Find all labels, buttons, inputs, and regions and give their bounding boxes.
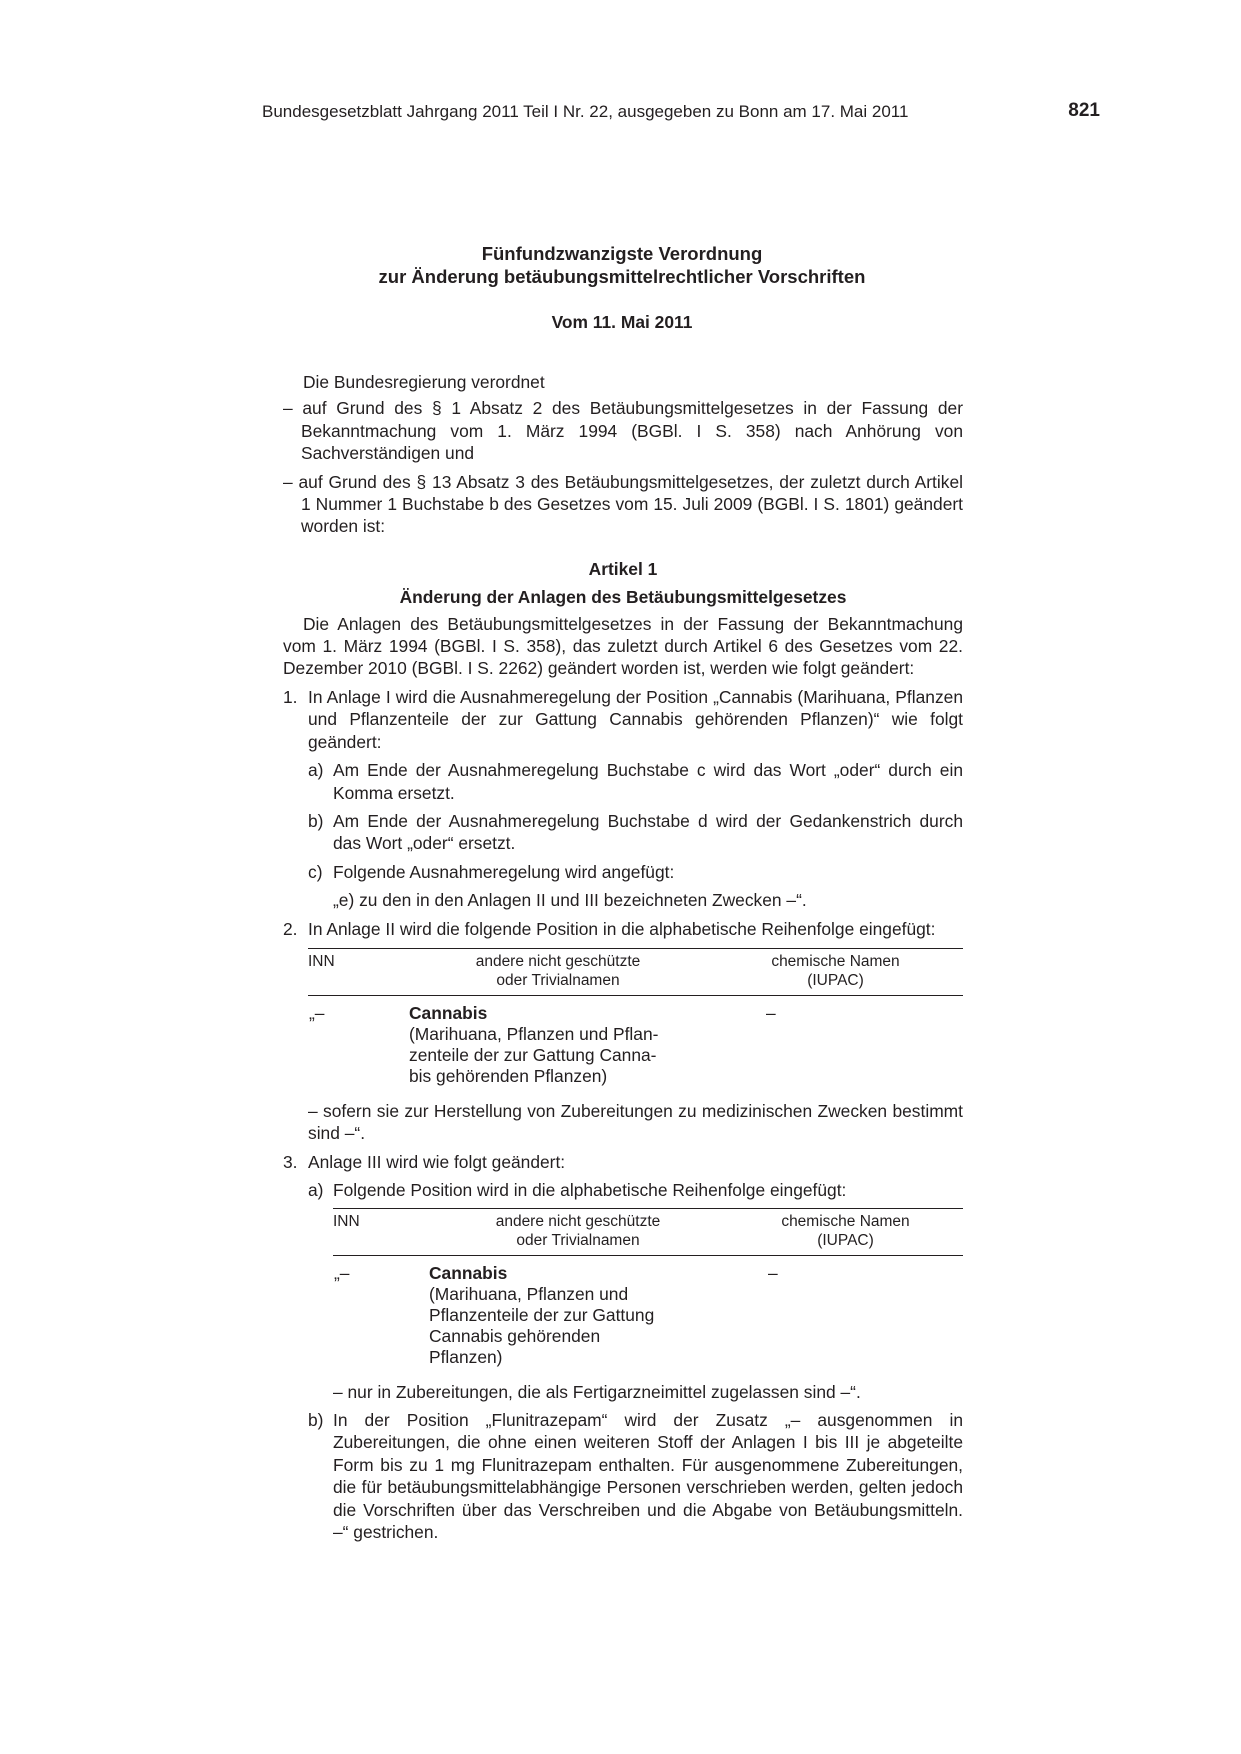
- preamble-item-2: – auf Grund des § 13 Absatz 3 des Betäubungsmittelgesetzes, der zuletzt durch Artikel 1 Nummer 1 Buchstabe b des Gesetzes vom 15. Juli 2009 (BGBl. I S. 1801) geändert worden ist:: [283, 471, 963, 537]
- sub-label: c): [308, 861, 323, 882]
- title-line-1: Fünfundzwanzigste Verordnung: [481, 243, 763, 264]
- col-header-inn: INN: [308, 952, 335, 970]
- amendment-item-1: [283, 686, 963, 753]
- preamble-item-1: – auf Grund des § 1 Absatz 2 des Betäubungsmittelgesetzes in der Fassung der Bekanntmachung vom 1. März 1994 (BGBl. I S. 358) nach Anhörung von Sachverständigen und: [283, 398, 963, 464]
- cell-inn: „–: [309, 1002, 325, 1023]
- item-1-sub-b: [283, 810, 963, 855]
- col-header-inn: INN: [333, 1212, 360, 1230]
- amendment-item-3: [283, 1151, 963, 1173]
- table-row: [308, 995, 963, 1088]
- article-intro: Die Anlagen des Betäubungsmittelgesetzes in der Fassung der Bekanntmachung vom 1. März 1994 (BGBl. I S. 358), das zuletzt durch Artikel 6 des Gesetzes vom 22. Dezember 2010 (BGBl. I S. 2262) geändert worden ist, werden wie folgt geändert:: [283, 613, 963, 679]
- table-anlage-3: [333, 1208, 963, 1369]
- cell-chem: –: [766, 1002, 776, 1023]
- item-1-text: In Anlage I wird die Ausnahmeregelung der Position „Cannabis (Marihuana, Pflanzen und Pflanzenteile der zur Gattung Cannabis gehörenden Pflanzen)“ wie folgt geändert:: [308, 686, 963, 752]
- document-body: [283, 371, 963, 1543]
- document-title: [222, 242, 1022, 288]
- running-header: [262, 100, 1100, 130]
- preamble-intro: Die Bundesregierung verordnet: [303, 372, 545, 392]
- title-line-2: zur Änderung betäubungsmittelrechtlicher Vorschriften: [378, 266, 866, 287]
- col-header-names: andere nicht geschützte oder Trivialnamen: [475, 952, 641, 989]
- item-3-text: Anlage III wird wie folgt geändert:: [308, 1151, 566, 1172]
- sub-label: a): [308, 1180, 324, 1201]
- page-number: 821: [1068, 100, 1100, 121]
- cell-inn: „–: [334, 1262, 350, 1283]
- document-date: Vom 11. Mai 2011: [551, 312, 693, 332]
- table-header-row: [333, 1208, 963, 1255]
- table-anlage-2: [308, 948, 963, 1088]
- item-number: 3.: [283, 1151, 298, 1172]
- col-header-chem: chemische Namen (IUPAC): [781, 1212, 910, 1249]
- item-number: 2.: [283, 918, 298, 939]
- item-1-sub-a: [283, 759, 963, 804]
- substance-name: Cannabis: [409, 1002, 488, 1023]
- table-anlage-2-wrapper: [283, 948, 963, 1088]
- article-subheading: Änderung der Anlagen des Betäubungsmittelgesetzes: [399, 587, 847, 608]
- col-header-names: andere nicht geschützte oder Trivialnamen: [495, 1212, 661, 1249]
- sub-label: b): [308, 810, 324, 831]
- cell-names: Cannabis (Marihuana, Pflanzen und Pflan- zenteile der zur Gattung Canna- bis gehörenden Pflanzen): [409, 1002, 659, 1086]
- item-1-b-text: Am Ende der Ausnahmeregelung Buchstabe d wird der Gedankenstrich durch das Wort „oder“ ersetzt.: [333, 810, 963, 854]
- cell-names: Cannabis (Marihuana, Pflanzen und Pflanzenteile der zur Gattung Cannabis gehörenden Pflanzen): [429, 1262, 655, 1367]
- sub-label: a): [308, 760, 324, 781]
- table-row: [333, 1255, 963, 1369]
- item-1-c-quote: „e) zu den in den Anlagen II und III bezeichneten Zwecken –“.: [333, 890, 807, 911]
- item-3-sub-b: [283, 1409, 963, 1543]
- table-header-row: [308, 948, 963, 995]
- item-3-sub-a: [283, 1179, 963, 1201]
- item-3-a-text: Folgende Position wird in die alphabetische Reihenfolge eingefügt:: [333, 1180, 847, 1201]
- table-anlage-3-wrapper: [283, 1208, 963, 1369]
- item-3-b-text: In der Position „Flunitrazepam“ wird der Zusatz „– ausgenommen in Zubereitungen, die ohne einen weiteren Stoff der Anlagen I bis III je abgeteilte Form bis zu 1 mg Flunitrazepam enthalten. Für ausgenommene Zubereitungen, die für betäubungsmittelabhängige Personen verschrieben werden, gelten jedoch die Vorschriften über das Verschreiben und die Abgabe von Betäubungsmitteln. –“ gestrichen.: [333, 1409, 963, 1542]
- cell-chem: –: [768, 1262, 778, 1283]
- item-2-text: In Anlage II wird die folgende Position in die alphabetische Reihenfolge eingefügt:: [308, 918, 936, 939]
- item-3-a-after: – nur in Zubereitungen, die als Fertigarzneimittel zugelassen sind –“.: [333, 1381, 861, 1402]
- item-1-c-text: Folgende Ausnahmeregelung wird angefügt:: [333, 861, 675, 882]
- amendment-item-2: [283, 918, 963, 940]
- item-number: 1.: [283, 686, 298, 707]
- header-text: Bundesgesetzblatt Jahrgang 2011 Teil I Nr. 22, ausgegeben zu Bonn am 17. Mai 2011: [262, 102, 909, 121]
- substance-name: Cannabis: [429, 1262, 508, 1283]
- article-heading: Artikel 1: [588, 558, 658, 579]
- col-header-chem: chemische Namen (IUPAC): [771, 952, 900, 989]
- item-1-a-text: Am Ende der Ausnahmeregelung Buchstabe c wird das Wort „oder“ durch ein Komma ersetzt.: [333, 760, 963, 803]
- item-1-sub-c: [283, 861, 963, 883]
- sub-label: b): [308, 1409, 324, 1430]
- item-2-after: – sofern sie zur Herstellung von Zubereitungen zu medizinischen Zwecken bestimmt sind –“.: [308, 1100, 963, 1144]
